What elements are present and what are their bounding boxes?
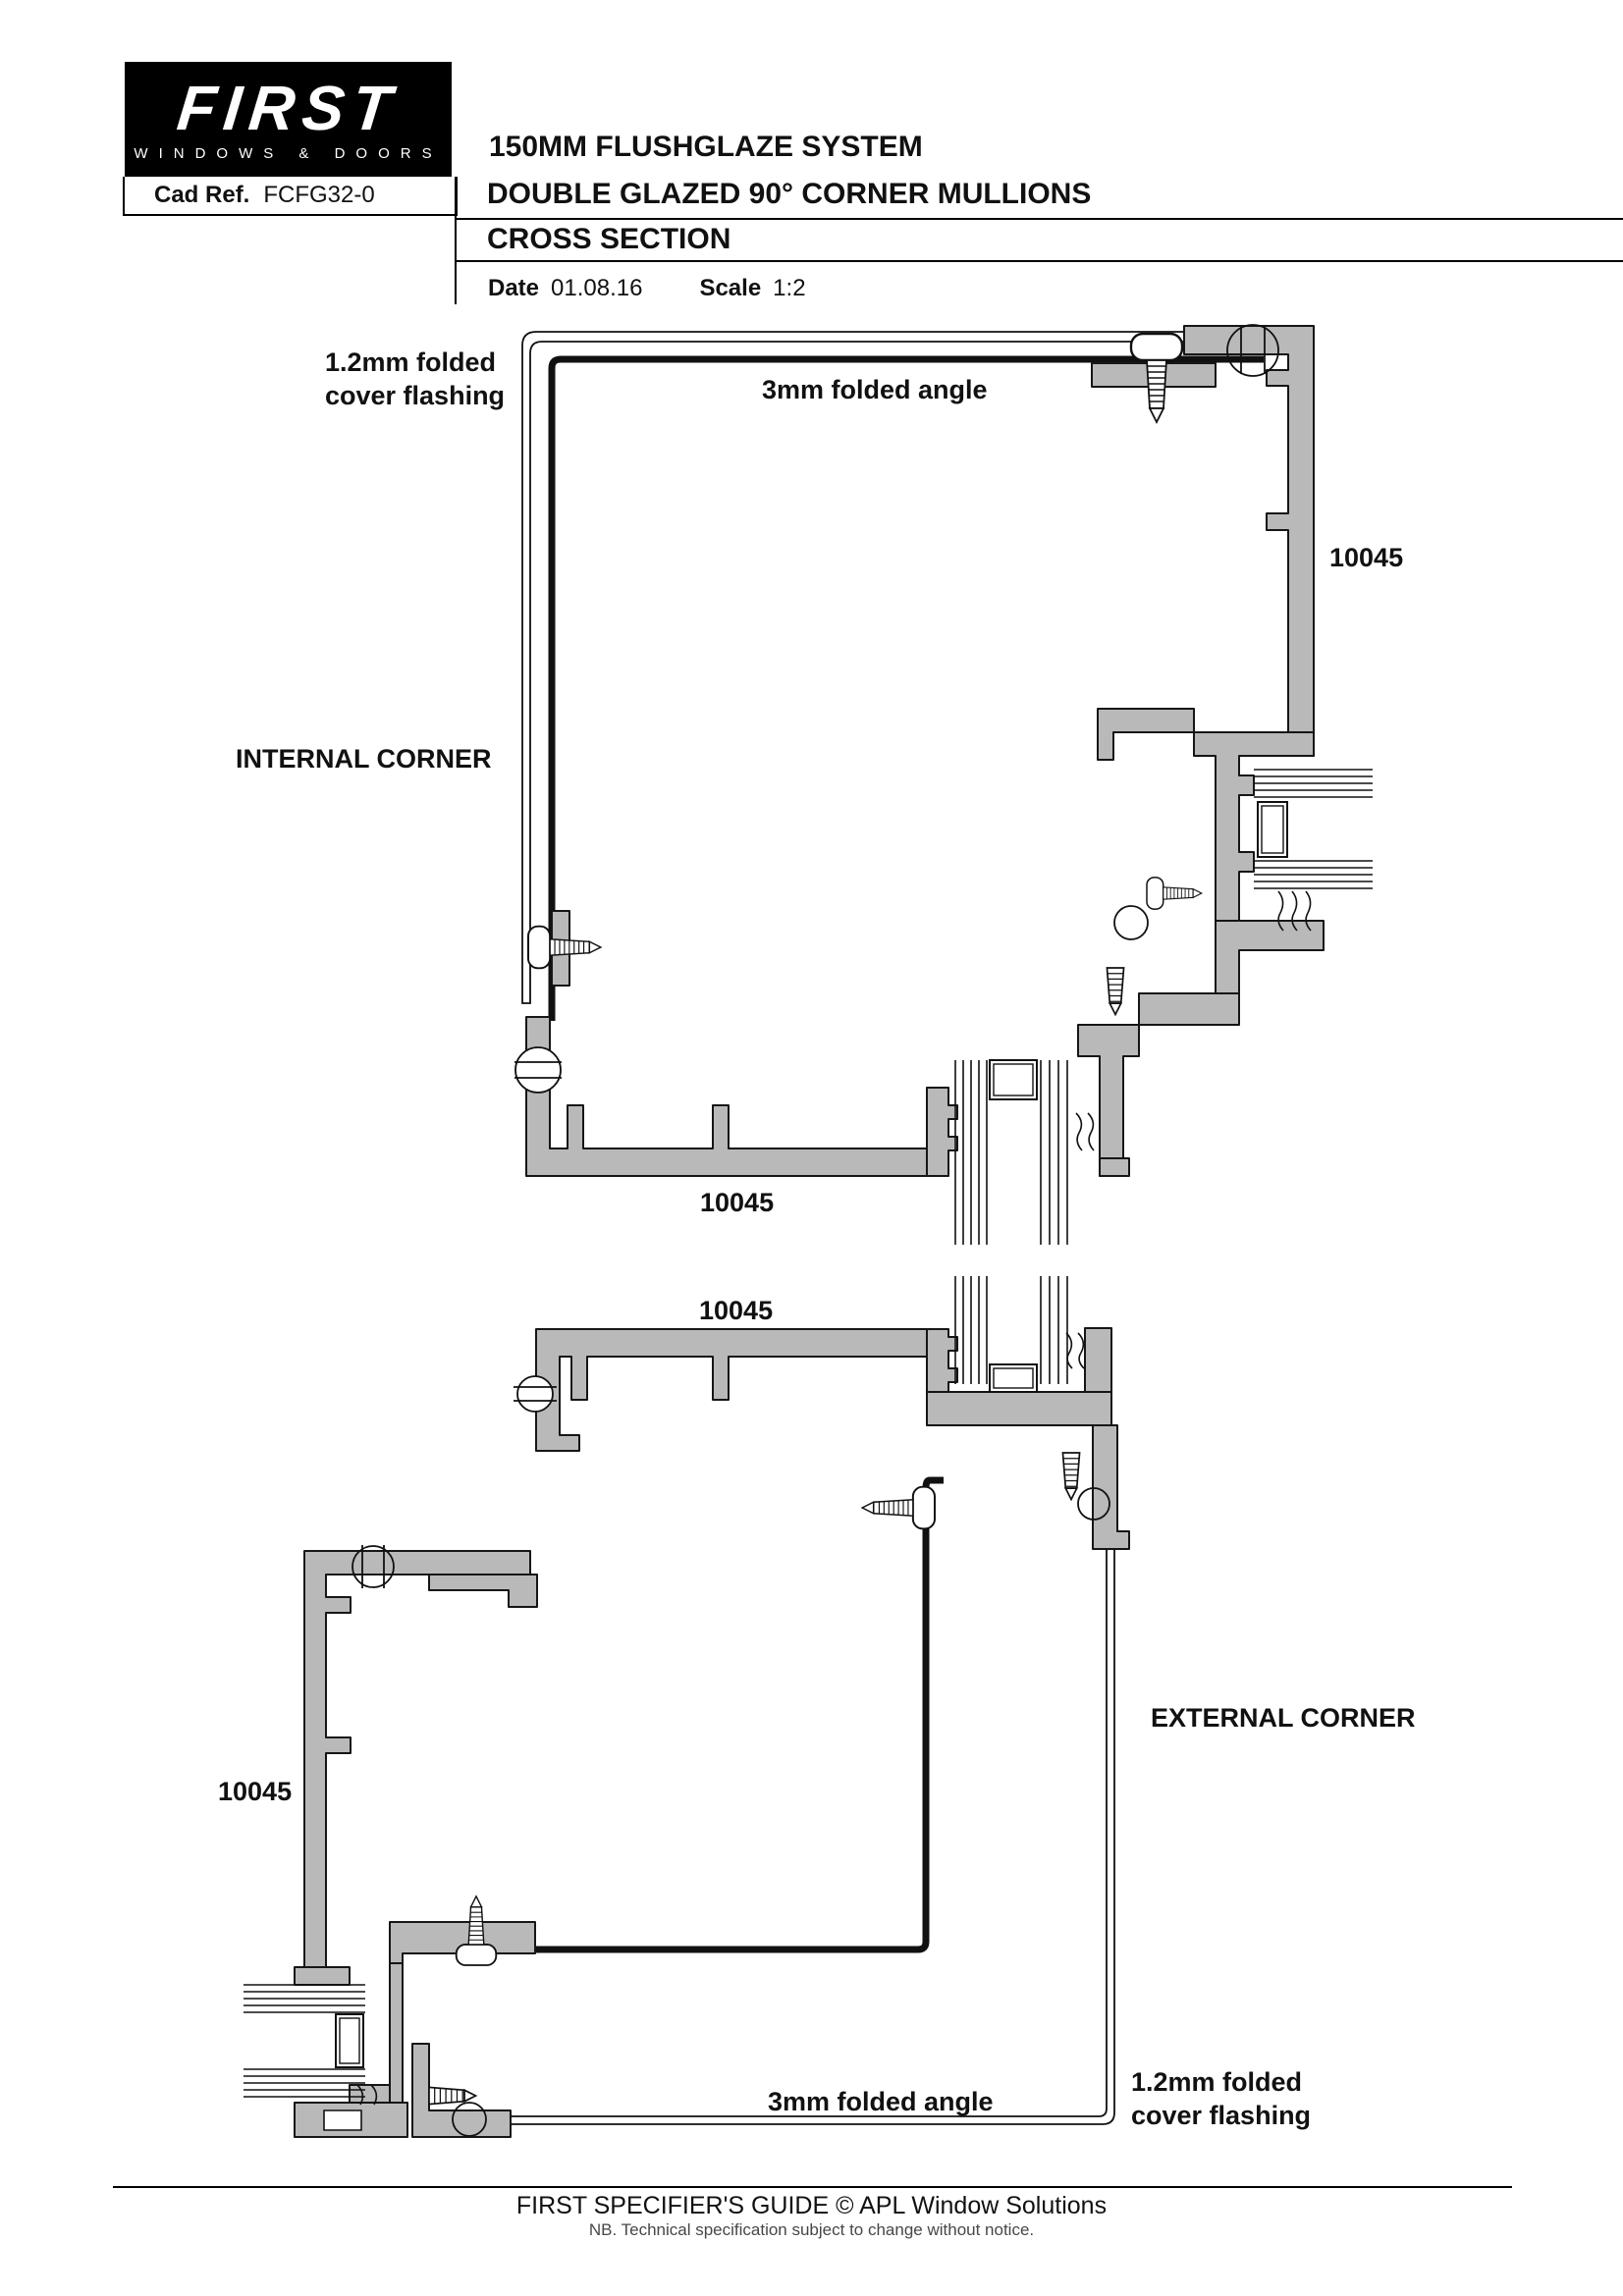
logo-brand-text: FIRST <box>174 73 403 143</box>
screw-icon <box>862 1487 935 1529</box>
scale-value: 1:2 <box>773 275 806 301</box>
external-glazing-vertical <box>955 1276 1084 1392</box>
logo <box>125 62 452 177</box>
title-block-divider <box>455 177 457 304</box>
cad-ref-label: Cad Ref. <box>154 182 250 208</box>
logo-tagline-text: WINDOWS & DOORS <box>134 145 443 162</box>
internal-flashing-label <box>325 346 505 412</box>
title-rule-2 <box>456 260 1623 262</box>
screw-end-icon <box>453 2103 486 2136</box>
cad-ref-value: FCFG32-0 <box>263 182 375 208</box>
external-flashing-label <box>1131 2065 1311 2132</box>
date-value: 01.08.16 <box>551 275 643 301</box>
setscrew-icon <box>1107 968 1123 1015</box>
external-angle-label: 3mm folded angle <box>768 2087 994 2116</box>
internal-glazing-vertical <box>955 1060 1094 1245</box>
scale-label: Scale <box>699 275 762 301</box>
screw-end-icon <box>1078 1488 1109 1520</box>
external-cover-flashing <box>511 1549 1114 2124</box>
footer-disclaimer-text: NB. Technical specification subject to change without notice. <box>588 2220 1035 2239</box>
date-scale-row <box>488 275 806 302</box>
footer-rule <box>113 2186 1512 2188</box>
date-label: Date <box>488 275 540 301</box>
internal-angle-label: 3mm folded angle <box>762 375 988 404</box>
internal-glazing-horizontal <box>1254 770 1373 931</box>
internal-flashing-label-line1: 1.2mm folded <box>325 347 497 377</box>
screw-end-icon <box>514 1047 562 1093</box>
sheet-title-line2: DOUBLE GLAZED 90° CORNER MULLIONS <box>487 178 1092 210</box>
external-code-top: 10045 <box>699 1296 774 1325</box>
external-profiles <box>295 1328 1129 2137</box>
cad-ref-cell <box>123 177 458 216</box>
internal-profiles <box>526 326 1324 1176</box>
screw-icon <box>1147 878 1202 909</box>
screw-end-icon <box>1227 325 1278 376</box>
title-rule-1 <box>456 218 1623 220</box>
sheet-title-line3: CROSS SECTION <box>487 223 731 255</box>
footer-guide-text: FIRST SPECIFIER'S GUIDE © APL Window Solutions <box>515 2192 1108 2219</box>
external-flashing-label-line1: 1.2mm folded <box>1131 2067 1303 2097</box>
internal-code-bottom: 10045 <box>700 1188 775 1217</box>
external-flashing-label-line2: cover flashing <box>1131 2101 1312 2130</box>
external-code-left: 10045 <box>218 1777 293 1806</box>
sheet-title-line1: 150MM FLUSHGLAZE SYSTEM <box>489 131 923 163</box>
internal-corner-title: INTERNAL CORNER <box>236 744 492 774</box>
external-corner-drawing <box>243 1276 1129 2137</box>
external-screws <box>352 1376 1109 2136</box>
screw-end-icon <box>352 1545 394 1588</box>
setscrew-icon <box>429 2087 476 2104</box>
internal-code-right: 10045 <box>1329 543 1404 572</box>
base-slot <box>324 2110 361 2130</box>
internal-flashing-label-line2: cover flashing <box>325 381 506 410</box>
internal-folded-angle <box>552 359 1264 1021</box>
external-corner-title: EXTERNAL CORNER <box>1151 1703 1416 1733</box>
internal-corner-drawing <box>514 325 1373 1245</box>
screw-end-icon <box>1114 906 1148 939</box>
setscrew-icon <box>1062 1453 1079 1500</box>
